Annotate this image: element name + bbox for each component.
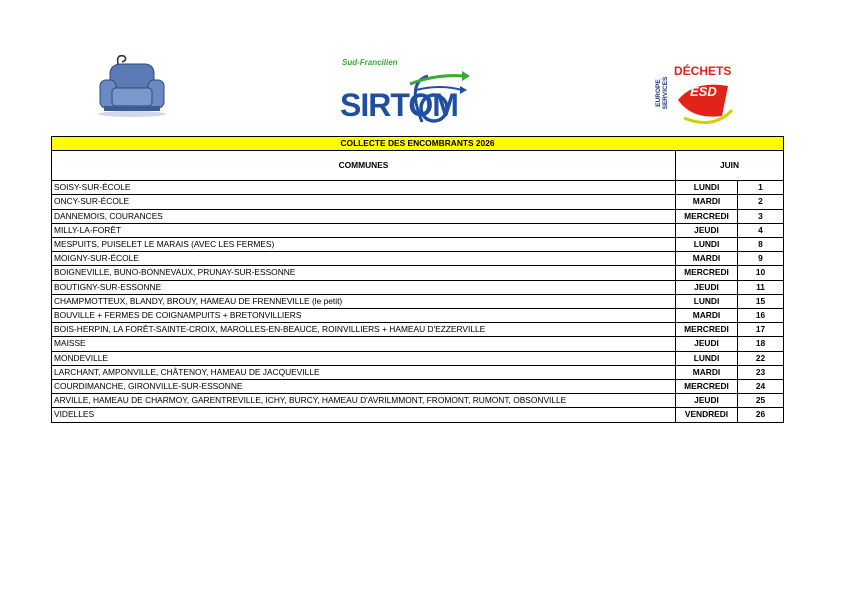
table-row [52, 280, 784, 294]
table-row [52, 408, 784, 422]
day-cell: JEUDI [676, 223, 738, 237]
table-row [52, 394, 784, 408]
collection-schedule-table [51, 136, 784, 423]
day-cell: JEUDI [676, 394, 738, 408]
table-row [52, 266, 784, 280]
esd-text: ESD [690, 84, 717, 99]
date-cell: 15 [738, 294, 784, 308]
commune-cell: LARCHANT, AMPONVILLE, CHÂTENOY, HAMEAU DE JACQUEVILLE [52, 365, 676, 379]
table-row [52, 181, 784, 195]
commune-cell: VIDELLES [52, 408, 676, 422]
europe-services-text: EUROPE SERVICES [655, 76, 669, 110]
dechets-text: DÉCHETS [674, 64, 732, 78]
date-cell: 25 [738, 394, 784, 408]
date-cell: 22 [738, 351, 784, 365]
table-row [52, 223, 784, 237]
table-row [52, 365, 784, 379]
table-row [52, 294, 784, 308]
date-cell: 10 [738, 266, 784, 280]
commune-cell: DANNEMOIS, COURANCES [52, 209, 676, 223]
commune-cell: COURDIMANCHE, GIRONVILLE-SUR-ESSONNE [52, 380, 676, 394]
commune-cell: BOIS-HERPIN, LA FORÊT-SAINTE-CROIX, MAROLLES-EN-BEAUCE, ROINVILLIERS + HAMEAU D'EZZERVILLE [52, 323, 676, 337]
commune-cell: CHAMPMOTTEUX, BLANDY, BROUY, HAMEAU DE FRENNEVILLE (le petit) [52, 294, 676, 308]
day-cell: LUNDI [676, 351, 738, 365]
sirtom-tagline: Sud-Francilien [342, 58, 398, 67]
date-cell: 4 [738, 223, 784, 237]
day-cell: MARDI [676, 309, 738, 323]
day-cell: MERCREDI [676, 380, 738, 394]
date-cell: 26 [738, 408, 784, 422]
day-cell: VENDREDI [676, 408, 738, 422]
date-cell: 2 [738, 195, 784, 209]
table-row [52, 337, 784, 351]
date-cell: 17 [738, 323, 784, 337]
table-row [52, 380, 784, 394]
day-cell: JEUDI [676, 337, 738, 351]
day-cell: JEUDI [676, 280, 738, 294]
day-cell: LUNDI [676, 181, 738, 195]
commune-cell: MAISSE [52, 337, 676, 351]
day-cell: MERCREDI [676, 323, 738, 337]
commune-cell: BOUTIGNY-SUR-ESSONNE [52, 280, 676, 294]
date-cell: 24 [738, 380, 784, 394]
armchair-illustration [92, 52, 170, 118]
commune-cell: MESPUITS, PUISELET LE MARAIS (AVEC LES FERMES) [52, 238, 676, 252]
day-cell: MARDI [676, 252, 738, 266]
table-row [52, 351, 784, 365]
table-row [52, 195, 784, 209]
date-cell: 9 [738, 252, 784, 266]
sirtom-logo [336, 56, 478, 130]
day-cell: MERCREDI [676, 266, 738, 280]
table-row [52, 238, 784, 252]
date-cell: 11 [738, 280, 784, 294]
commune-cell: BOUVILLE + FERMES DE COIGNAMPUITS + BRETONVILLIERS [52, 309, 676, 323]
table-title: COLLECTE DES ENCOMBRANTS 2026 [52, 137, 784, 151]
day-cell: LUNDI [676, 238, 738, 252]
date-cell: 23 [738, 365, 784, 379]
day-cell: MARDI [676, 365, 738, 379]
table-row [52, 252, 784, 266]
day-cell: MARDI [676, 195, 738, 209]
header-communes: COMMUNES [52, 151, 676, 181]
date-cell: 8 [738, 238, 784, 252]
day-cell: MERCREDI [676, 209, 738, 223]
table-row [52, 323, 784, 337]
commune-cell: MONDEVILLE [52, 351, 676, 365]
date-cell: 16 [738, 309, 784, 323]
date-cell: 1 [738, 181, 784, 195]
commune-cell: SOISY-SUR-ÉCOLE [52, 181, 676, 195]
commune-cell: ARVILLE, HAMEAU DE CHARMOY, GARENTREVILLE, ICHY, BURCY, HAMEAU D'AVRILMMONT, FROMONT, RUMONT, OBSONVILLE [52, 394, 676, 408]
commune-cell: MILLY-LA-FORÊT [52, 223, 676, 237]
header-month: JUIN [676, 151, 784, 181]
europe-services-dechets-logo [648, 62, 744, 134]
date-cell: 18 [738, 337, 784, 351]
table-row [52, 309, 784, 323]
table-row [52, 209, 784, 223]
commune-cell: MOIGNY-SUR-ÉCOLE [52, 252, 676, 266]
sirtom-name: SIRTOM [340, 87, 458, 123]
commune-cell: ONCY-SUR-ÉCOLE [52, 195, 676, 209]
date-cell: 3 [738, 209, 784, 223]
commune-cell: BOIGNEVILLE, BUNO-BONNEVAUX, PRUNAY-SUR-ESSONNE [52, 266, 676, 280]
day-cell: LUNDI [676, 294, 738, 308]
